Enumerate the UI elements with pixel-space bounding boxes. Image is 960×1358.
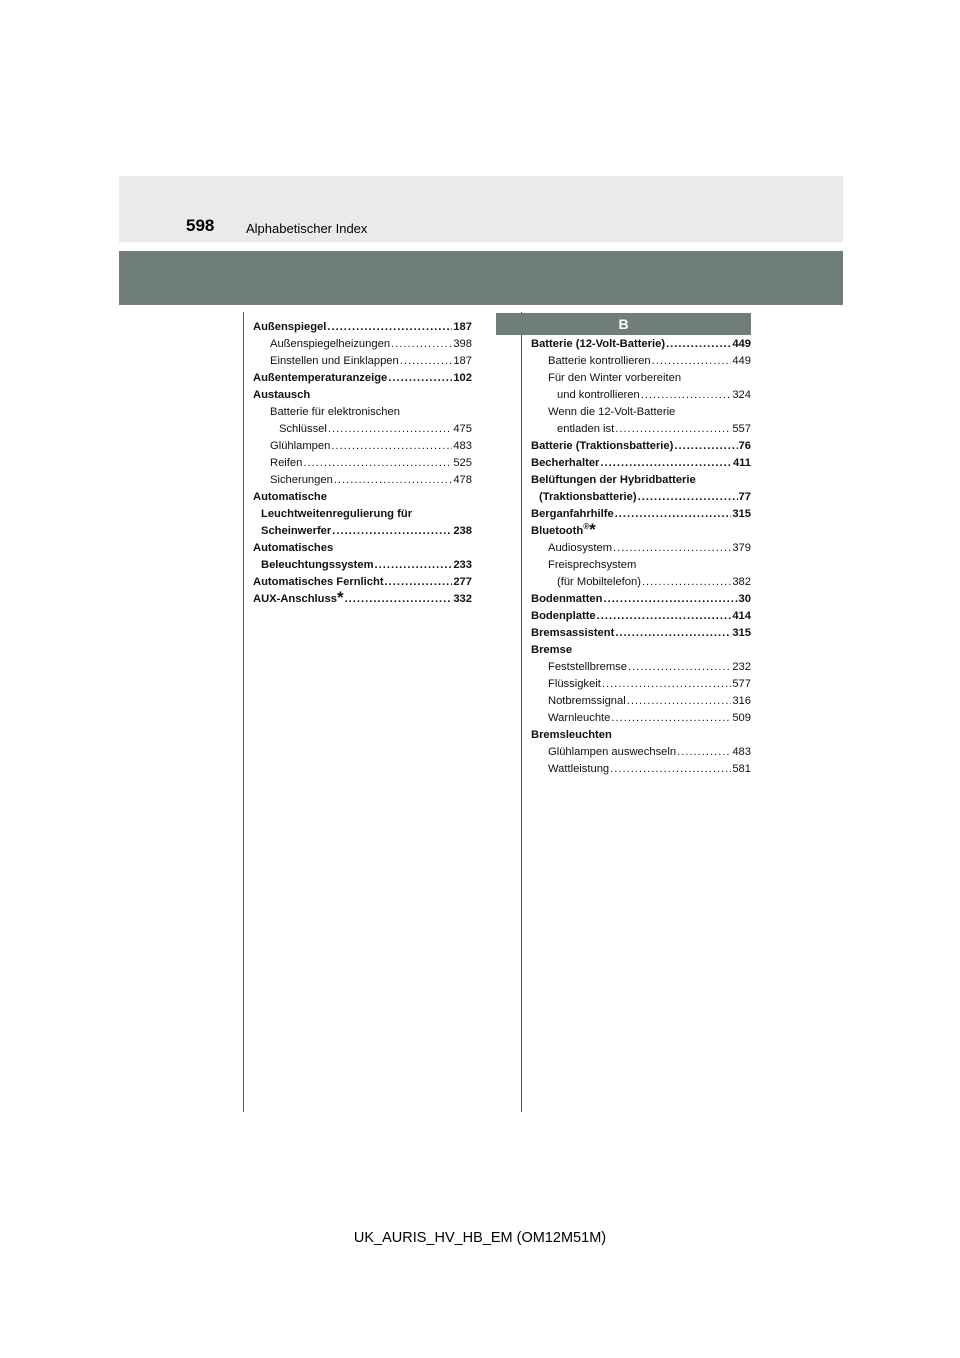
registered-mark: ® — [583, 522, 590, 531]
asterisk-marker: * — [589, 520, 596, 539]
asterisk-marker: * — [336, 588, 344, 607]
index-entry[interactable]: Wattleistung ..... 581 — [531, 761, 751, 778]
index-entry[interactable]: Flüssigkeit ..... 577 — [531, 676, 751, 693]
index-entry[interactable]: Batterie (Traktionsbatterie) ..... 76 — [531, 438, 751, 455]
index-entry[interactable]: Feststellbremse ..... 232 — [531, 659, 751, 676]
index-entry[interactable]: Außentemperaturanzeige ..... 102 — [253, 370, 472, 387]
index-entry[interactable]: Außenspiegelheizungen ..... 398 — [253, 336, 472, 353]
index-entry[interactable]: Glühlampen auswechseln ..... 483 — [531, 744, 751, 761]
index-entry[interactable]: Notbremssignal ..... 316 — [531, 693, 751, 710]
index-heading: Automatische — [253, 491, 327, 503]
header-band — [119, 176, 843, 242]
column-divider-right — [521, 312, 522, 1112]
index-entry[interactable]: Außenspiegel ..... 187 — [253, 319, 472, 336]
index-entry[interactable]: Becherhalter ..... 411 — [531, 455, 751, 472]
index-heading: Bremsleuchten — [531, 729, 612, 741]
index-entry[interactable]: Bremsassistent ..... 315 — [531, 625, 751, 642]
index-entry[interactable]: Bodenmatten ..... 30 — [531, 591, 751, 608]
index-entry[interactable]: Scheinwerfer ..... 238 — [253, 523, 472, 540]
index-entry[interactable]: Batterie kontrollieren ..... 449 — [531, 353, 751, 370]
index-entry[interactable]: Sicherungen ..... 478 — [253, 472, 472, 489]
page-number: 598 — [186, 216, 215, 235]
index-entry[interactable]: Automatisches Fernlicht ..... 277 — [253, 574, 472, 591]
index-entry[interactable]: Berganfahrhilfe ..... 315 — [531, 506, 751, 523]
index-entry[interactable]: entladen ist ..... 557 — [531, 421, 751, 438]
index-heading: Austausch — [253, 389, 311, 401]
index-heading: Leuchtweitenregulierung für — [261, 508, 413, 520]
index-entry[interactable]: Bodenplatte ..... 414 — [531, 608, 751, 625]
index-entry[interactable]: Beleuchtungssystem ..... 233 — [253, 557, 472, 574]
index-entry[interactable]: Schlüssel ..... 475 — [253, 421, 472, 438]
index-entry[interactable]: (Traktionsbatterie) ..... 77 — [531, 489, 751, 506]
index-entry[interactable]: Reifen ..... 525 — [253, 455, 472, 472]
index-column-right — [531, 336, 751, 778]
index-subheading: Für den Winter vorbereiten — [548, 372, 682, 384]
column-divider-left — [243, 312, 244, 1112]
index-subheading: Wenn die 12-Volt-Batterie — [548, 406, 676, 418]
index-entry[interactable]: Einstellen und Einklappen ..... 187 — [253, 353, 472, 370]
index-heading: Bluetooth®* — [531, 520, 596, 539]
index-entry[interactable]: Audiosystem ..... 379 — [531, 540, 751, 557]
section-title: Alphabetischer Index — [246, 221, 368, 236]
letter-tab-b: B — [496, 313, 751, 335]
header-bar — [119, 251, 843, 305]
index-entry[interactable]: (für Mobiltelefon) ..... 382 — [531, 574, 751, 591]
index-entry[interactable]: Batterie (12-Volt-Batterie) ..... 449 — [531, 336, 751, 353]
index-heading: Automatisches — [253, 542, 334, 554]
index-subheading: Freisprechsystem — [548, 559, 637, 571]
document-code-footer: UK_AURIS_HV_HB_EM (OM12M51M) — [353, 1230, 607, 1246]
index-heading: Bremse — [531, 644, 573, 656]
index-subheading: Batterie für elektronischen — [270, 406, 400, 418]
index-entry[interactable]: Warnleuchte ..... 509 — [531, 710, 751, 727]
index-entry[interactable]: Glühlampen ..... 483 — [253, 438, 472, 455]
index-heading: Belüftungen der Hybridbatterie — [531, 474, 696, 486]
index-entry[interactable]: AUX-Anschluss* ..... 332 — [253, 591, 472, 608]
index-entry[interactable]: und kontrollieren ..... 324 — [531, 387, 751, 404]
index-column-left — [253, 319, 472, 608]
